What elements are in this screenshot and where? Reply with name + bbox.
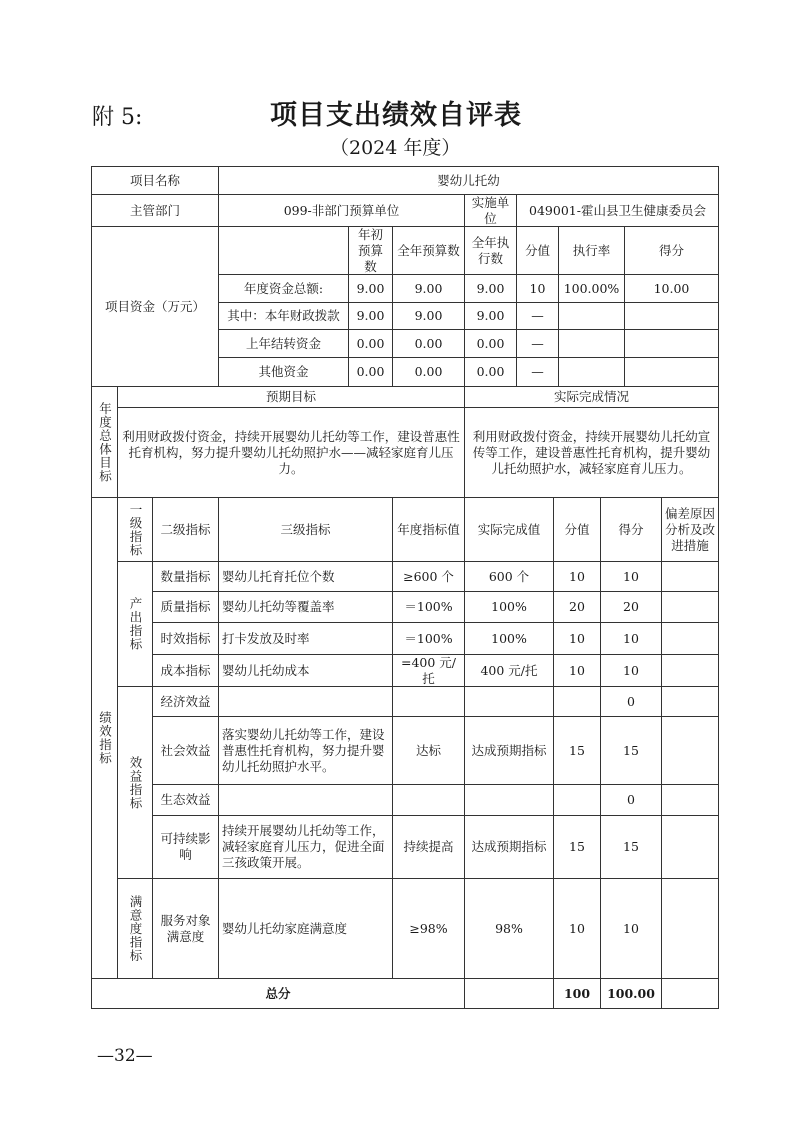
page-number: —32— <box>97 1046 153 1066</box>
score-value <box>553 784 601 816</box>
target-value: ＝100% <box>392 591 465 623</box>
level2-indicator: 数量指标 <box>152 561 219 592</box>
funds-header-executed: 全年执行数 <box>464 226 517 275</box>
funds-row-annual: 0.00 <box>392 357 465 387</box>
score-value: 10 <box>553 878 601 979</box>
total-note <box>661 978 719 1009</box>
score: 10 <box>600 561 662 592</box>
funds-row-score_value: — <box>516 302 559 330</box>
level3-indicator: 持续开展婴幼儿托幼等工作，减轻家庭育儿压力，促进全面三孩政策开展。 <box>218 815 393 879</box>
level1-indicator: 产出指标 <box>117 561 153 687</box>
score: 10 <box>600 622 662 655</box>
dept-label: 主管部门 <box>91 194 219 227</box>
funds-header-annual: 全年预算数 <box>392 226 465 275</box>
funds-row-initial: 9.00 <box>348 274 393 303</box>
funds-header-initial: 年初预算数 <box>348 226 393 275</box>
funds-row-score: 10.00 <box>624 274 719 303</box>
funds-row-score <box>624 357 719 387</box>
deviation-note <box>661 686 719 717</box>
total-score: 100.00 <box>600 978 662 1009</box>
funds-row-initial: 0.00 <box>348 329 393 358</box>
level2-indicator: 时效指标 <box>152 622 219 655</box>
actual-value: 100% <box>464 622 554 655</box>
funds-row-score <box>624 302 719 330</box>
score: 10 <box>600 878 662 979</box>
funds-row-rate <box>558 329 625 358</box>
score-value <box>553 686 601 717</box>
funds-row-initial: 0.00 <box>348 357 393 387</box>
actual-value <box>464 686 554 717</box>
funds-row-executed: 9.00 <box>464 302 517 330</box>
impl-unit-value: 049001-霍山县卫生健康委员会 <box>516 194 719 227</box>
target-value: ≥98% <box>392 878 465 979</box>
funds-row-annual: 0.00 <box>392 329 465 358</box>
funds-row-score_value: — <box>516 357 559 387</box>
target-value <box>392 784 465 816</box>
actual-value: 100% <box>464 591 554 623</box>
total-score-value: 100 <box>553 978 601 1009</box>
level3-indicator: 婴幼儿托幼等覆盖率 <box>218 591 393 623</box>
score: 20 <box>600 591 662 623</box>
funds-row-rate <box>558 302 625 330</box>
target-value <box>392 686 465 717</box>
funds-row-annual: 9.00 <box>392 302 465 330</box>
level2-indicator: 质量指标 <box>152 591 219 623</box>
score: 15 <box>600 716 662 785</box>
score-value: 10 <box>553 622 601 655</box>
funds-header-score-value: 分值 <box>516 226 559 275</box>
target-value: =400 元/托 <box>392 654 465 687</box>
deviation-note <box>661 561 719 592</box>
goals-actual-text: 利用财政拨付资金，持续开展婴幼儿托幼宣传等工作，建设普惠性托育机构，提升婴幼儿托幼照护水，减轻家庭育儿压力。 <box>464 407 719 498</box>
header-level3: 三级指标 <box>218 497 393 562</box>
score: 10 <box>600 654 662 687</box>
goals-label: 年度总体目标 <box>91 386 118 498</box>
funds-row-name: 其他资金 <box>218 357 349 387</box>
header-score-value: 分值 <box>553 497 601 562</box>
level1-indicator: 满意度指标 <box>117 878 153 979</box>
dept-value: 099-非部门预算单位 <box>218 194 465 227</box>
deviation-note <box>661 591 719 623</box>
funds-row-initial: 9.00 <box>348 302 393 330</box>
actual-value: 达成预期指标 <box>464 716 554 785</box>
level3-indicator: 打卡发放及时率 <box>218 622 393 655</box>
deviation-note <box>661 815 719 879</box>
funds-row-name: 上年结转资金 <box>218 329 349 358</box>
level2-indicator: 社会效益 <box>152 716 219 785</box>
level3-indicator <box>218 784 393 816</box>
level2-indicator: 成本指标 <box>152 654 219 687</box>
level2-indicator: 经济效益 <box>152 686 219 717</box>
score-value: 15 <box>553 815 601 879</box>
header-target: 年度指标值 <box>392 497 465 562</box>
page-title: 项目支出绩效自评表 <box>270 100 522 131</box>
funds-row-name: 其中：本年财政拨款 <box>218 302 349 330</box>
level2-indicator: 服务对象满意度 <box>152 878 219 979</box>
score-value: 10 <box>553 561 601 592</box>
impl-unit-label: 实施单位 <box>464 194 517 227</box>
funds-label: 项目资金（万元） <box>91 226 219 387</box>
score-value: 20 <box>553 591 601 623</box>
score-value: 15 <box>553 716 601 785</box>
level1-indicator: 效益指标 <box>117 686 153 879</box>
actual-value <box>464 784 554 816</box>
deviation-note <box>661 622 719 655</box>
funds-row-executed: 0.00 <box>464 329 517 358</box>
level3-indicator: 婴幼儿托幼成本 <box>218 654 393 687</box>
funds-row-rate: 100.00% <box>558 274 625 303</box>
goals-actual-header: 实际完成情况 <box>464 386 719 408</box>
attachment-label: 附 5: <box>92 105 143 130</box>
funds-header-blank <box>218 226 349 275</box>
header-actual: 实际完成值 <box>464 497 554 562</box>
funds-row-annual: 9.00 <box>392 274 465 303</box>
target-value: 持续提高 <box>392 815 465 879</box>
level3-indicator: 婴幼儿托幼家庭满意度 <box>218 878 393 979</box>
header-level1: 一级指标 <box>117 497 153 562</box>
funds-row-executed: 0.00 <box>464 357 517 387</box>
score: 0 <box>600 784 662 816</box>
deviation-note <box>661 654 719 687</box>
funds-row-executed: 9.00 <box>464 274 517 303</box>
goals-expected-text: 利用财政拨付资金，持续开展婴幼儿托幼等工作，建设普惠性托育机构，努力提升婴幼儿托幼照护水——减轻家庭育儿压力。 <box>117 407 465 498</box>
score: 0 <box>600 686 662 717</box>
target-value: ＝100% <box>392 622 465 655</box>
level3-indicator <box>218 686 393 717</box>
funds-header-score: 得分 <box>624 226 719 275</box>
actual-value: 600 个 <box>464 561 554 592</box>
header-level2: 二级指标 <box>152 497 219 562</box>
target-value: ≥600 个 <box>392 561 465 592</box>
funds-row-score_value: — <box>516 329 559 358</box>
funds-row-name: 年度资金总额: <box>218 274 349 303</box>
actual-value: 400 元/托 <box>464 654 554 687</box>
project-name-value: 婴幼儿托幼 <box>218 166 719 195</box>
total-label: 总分 <box>91 978 465 1009</box>
deviation-note <box>661 716 719 785</box>
goals-expected-header: 预期目标 <box>117 386 465 408</box>
funds-header-rate: 执行率 <box>558 226 625 275</box>
level3-indicator: 落实婴幼儿托幼等工作，建设普惠性托育机构，努力提升婴幼儿托幼照护水平。 <box>218 716 393 785</box>
year-label: （2024 年度） <box>330 137 461 159</box>
funds-row-score <box>624 329 719 358</box>
project-name-label: 项目名称 <box>91 166 219 195</box>
funds-row-rate <box>558 357 625 387</box>
header-score: 得分 <box>600 497 662 562</box>
deviation-note <box>661 878 719 979</box>
header-deviation: 偏差原因分析及改进措施 <box>661 497 719 562</box>
indicators-label: 绩效指标 <box>91 497 118 979</box>
level2-indicator: 可持续影响 <box>152 815 219 879</box>
score: 15 <box>600 815 662 879</box>
deviation-note <box>661 784 719 816</box>
actual-value: 98% <box>464 878 554 979</box>
total-blank <box>464 978 554 1009</box>
actual-value: 达成预期指标 <box>464 815 554 879</box>
score-value: 10 <box>553 654 601 687</box>
level3-indicator: 婴幼儿托育托位个数 <box>218 561 393 592</box>
target-value: 达标 <box>392 716 465 785</box>
funds-row-score_value: 10 <box>516 274 559 303</box>
level2-indicator: 生态效益 <box>152 784 219 816</box>
